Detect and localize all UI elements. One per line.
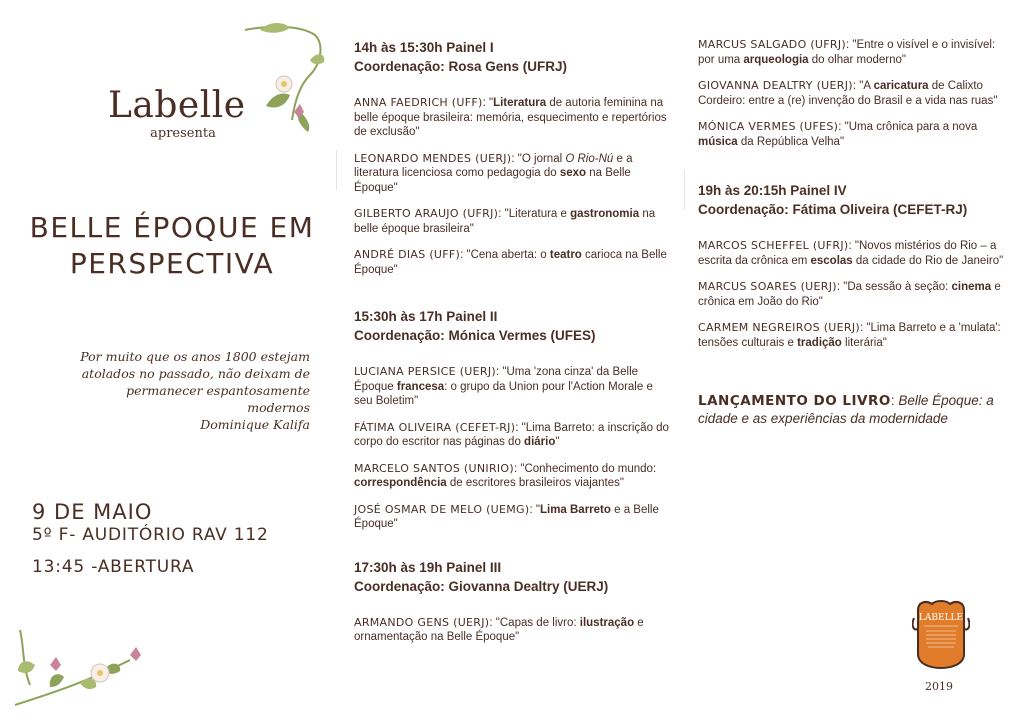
- talk-item: [354, 616, 669, 645]
- panel-time: 17:30h às 19h Painel III: [354, 559, 502, 575]
- talk-speaker: ARMANDO GENS (UERJ): [354, 615, 490, 629]
- talk-title: : "Novos mistérios do Rio – a escrita da crônica em: [698, 240, 997, 267]
- talk-item: [354, 248, 669, 277]
- talk-speaker: MARCUS SALGADO (UFRJ): [698, 38, 846, 51]
- event-title: BELLE ÉPOQUE EM PERSPECTIVA: [29, 211, 315, 280]
- talk-item: [354, 207, 669, 236]
- talk-item: [354, 96, 669, 140]
- logo-name: LABELLE: [918, 613, 964, 623]
- panel-time: 15:30h às 17h Painel II: [354, 309, 498, 324]
- talk-title: : "Uma crônica para a nova: [838, 121, 978, 133]
- talk-keyword: francesa: [396, 380, 445, 393]
- talk-speaker: FÁTIMA OLIVEIRA (CEFET-RJ): [354, 420, 516, 434]
- talk-speaker: ANDRÉ DIAS (UFF): [354, 248, 461, 261]
- talk-title: na Belle Époque": [354, 167, 631, 194]
- talk-title: : "Entre o visível e o invisível: por uma: [698, 39, 996, 66]
- talk-keyword: cinema: [951, 281, 992, 293]
- talk-title: literária": [841, 336, 887, 349]
- talk-title: e ornamentação na Belle Époque": [354, 616, 644, 643]
- talk-title: e a literatura licenciosa como pedagogia do: [354, 152, 633, 179]
- book-title: Belle Époque: a cidade e as experiências da modernidade: [698, 393, 994, 426]
- talk-speaker: JOSÉ OSMAR DE MELO (UEMG): [354, 502, 530, 516]
- panel-time: 14h às 15:30h Painel I: [354, 40, 494, 55]
- talk-keyword: teatro: [549, 249, 582, 261]
- talk-speaker: GIOVANNA DEALTRY (UERJ): [698, 79, 853, 92]
- talk-item: [354, 462, 669, 491]
- panel-header: [354, 38, 669, 76]
- column-divider-left: [336, 150, 337, 190]
- talk-title: : ": [482, 97, 494, 109]
- talk-speaker: GILBERTO ARAUJO (UFRJ): [354, 207, 499, 220]
- talk-title: : "Literatura e: [498, 208, 571, 220]
- talk-title: na belle époque brasileira": [354, 208, 656, 235]
- date-block: [32, 500, 269, 578]
- talk-keyword: ilustração: [579, 616, 635, 629]
- talk-title: da República Velha": [737, 135, 845, 148]
- panel-coordination: Coordenação: Mónica Vermes (UFES): [354, 328, 596, 343]
- talk-keyword: sexo: [559, 167, 587, 179]
- talk-title: : ": [529, 503, 540, 516]
- panel-header: [354, 307, 669, 345]
- talk-title: : "A: [852, 80, 874, 92]
- talk-speaker: LEONARDO MENDES (UERJ): [354, 151, 512, 165]
- panel-time: 19h às 20:15h Painel IV: [698, 183, 847, 198]
- talk-title: : "Capas de livro:: [489, 616, 580, 629]
- flower-vine-bottom-icon: [10, 625, 150, 715]
- flower-vine-top-icon: [240, 20, 330, 135]
- event-venue: 5º F- AUDITÓRIO RAV 112: [32, 525, 269, 545]
- talk-item: [354, 365, 669, 409]
- event-date: 9 DE MAIO: [32, 500, 153, 524]
- talk-speaker: CARMEM NEGREIROS (UERJ): [698, 321, 860, 334]
- talk-title: : o grupo da Union pour l'Action Morale e seu Boletim": [354, 380, 653, 407]
- talk-speaker: ANNA FAEDRICH (UFF): [354, 96, 483, 109]
- talk-item: [698, 38, 1014, 67]
- talk-keyword: diário: [524, 436, 556, 448]
- book-launch: [698, 392, 1014, 428]
- talk-title: e a Belle Époque": [354, 503, 659, 530]
- panel-header: [354, 558, 669, 596]
- column-divider-right: [684, 170, 685, 210]
- brand-subtitle: apresenta: [150, 126, 216, 141]
- epigraph-text: Por muito que os anos 1800 estejam atolados no passado, não deixam de permanecer espantosamente modernos: [80, 349, 310, 415]
- logo-year: 2019: [925, 680, 953, 693]
- talk-speaker: MARCOS SCHEFFEL (UFRJ): [698, 239, 849, 252]
- talk-keyword: Lima Barreto: [539, 503, 611, 516]
- talk-speaker: MARCELO SANTOS (UNIRIO): [354, 461, 514, 475]
- talk-item: [698, 321, 1014, 350]
- talk-title: : "Lima Barreto e a 'mulata': tensões culturais e: [698, 322, 1001, 349]
- talk-keyword: tradição: [797, 336, 842, 349]
- book-launch-label: LANÇAMENTO DO LIVRO: [698, 393, 891, 409]
- talk-keyword: correspondência: [354, 477, 447, 489]
- talk-keyword: caricatura: [873, 80, 929, 92]
- talk-title: : "Cena aberta: o: [460, 249, 550, 261]
- talk-item: [698, 280, 1014, 309]
- panel-coordination: Coordenação: Fátima Oliveira (CEFET-RJ): [698, 202, 968, 217]
- talk-speaker: LUCIANA PERSICE (UERJ): [354, 365, 496, 378]
- talk-speaker: MARCUS SOARES (UERJ): [698, 280, 837, 293]
- talk-title: de escritores brasileiros viajantes": [446, 477, 624, 489]
- talk-keyword: arqueologia: [743, 53, 809, 66]
- talk-item: [354, 503, 669, 532]
- epigraph-author: Dominique Kalifa: [200, 417, 310, 432]
- panel-header: [698, 181, 1014, 219]
- program-column-right: [698, 38, 1014, 428]
- talk-title: : "O jornal: [511, 152, 566, 165]
- labelle-emblem-icon: [912, 598, 970, 670]
- talk-item: [698, 120, 1014, 149]
- talk-title: : "Conhecimento do mundo:: [513, 462, 657, 475]
- event-opening: 13:45 -ABERTURA: [32, 557, 195, 577]
- book-launch-separator: :: [890, 393, 899, 408]
- talk-title: : "Da sessão à seção:: [836, 281, 952, 293]
- panel-coordination: Coordenação: Rosa Gens (UFRJ): [354, 59, 568, 74]
- talk-item: [354, 421, 669, 450]
- brand-block: [108, 85, 246, 141]
- program-column-middle: [354, 38, 669, 657]
- talk-title: do olhar moderno": [808, 53, 906, 66]
- talk-item: [354, 152, 669, 196]
- talk-keyword: Literatura: [493, 97, 547, 109]
- talk-title: : "Uma 'zona cinza' da Belle Époque: [354, 366, 639, 393]
- talk-title: ": [555, 436, 560, 448]
- talk-italic: O Rio-Nú: [565, 152, 614, 165]
- epigraph: [70, 348, 310, 433]
- talk-keyword: gastronomia: [570, 208, 640, 220]
- talk-title: : "Lima Barreto: a inscrição do corpo do escritor nas páginas do: [354, 421, 669, 448]
- talk-title: da cidade do Rio de Janeiro": [852, 254, 1004, 267]
- talk-keyword: música: [698, 135, 738, 148]
- panel-coordination: Coordenação: Giovanna Dealtry (UERJ): [354, 578, 609, 594]
- brand-name: Labelle: [108, 85, 246, 126]
- talk-title: carioca na Belle Époque": [354, 249, 667, 276]
- talk-keyword: escolas: [810, 254, 853, 267]
- talk-title: de Calixto Cordeiro: entre a (re) invenção do Brasil e a vida nas ruas": [698, 80, 998, 107]
- talk-title: de autoria feminina na belle époque brasileira: memória, esquecimento e repertórios de exclusão": [354, 97, 667, 138]
- talk-title: e crônica em João do Rio": [698, 281, 1001, 308]
- talk-item: [698, 79, 1014, 108]
- talk-item: [698, 239, 1014, 268]
- talk-speaker: MÓNICA VERMES (UFES): [698, 120, 839, 133]
